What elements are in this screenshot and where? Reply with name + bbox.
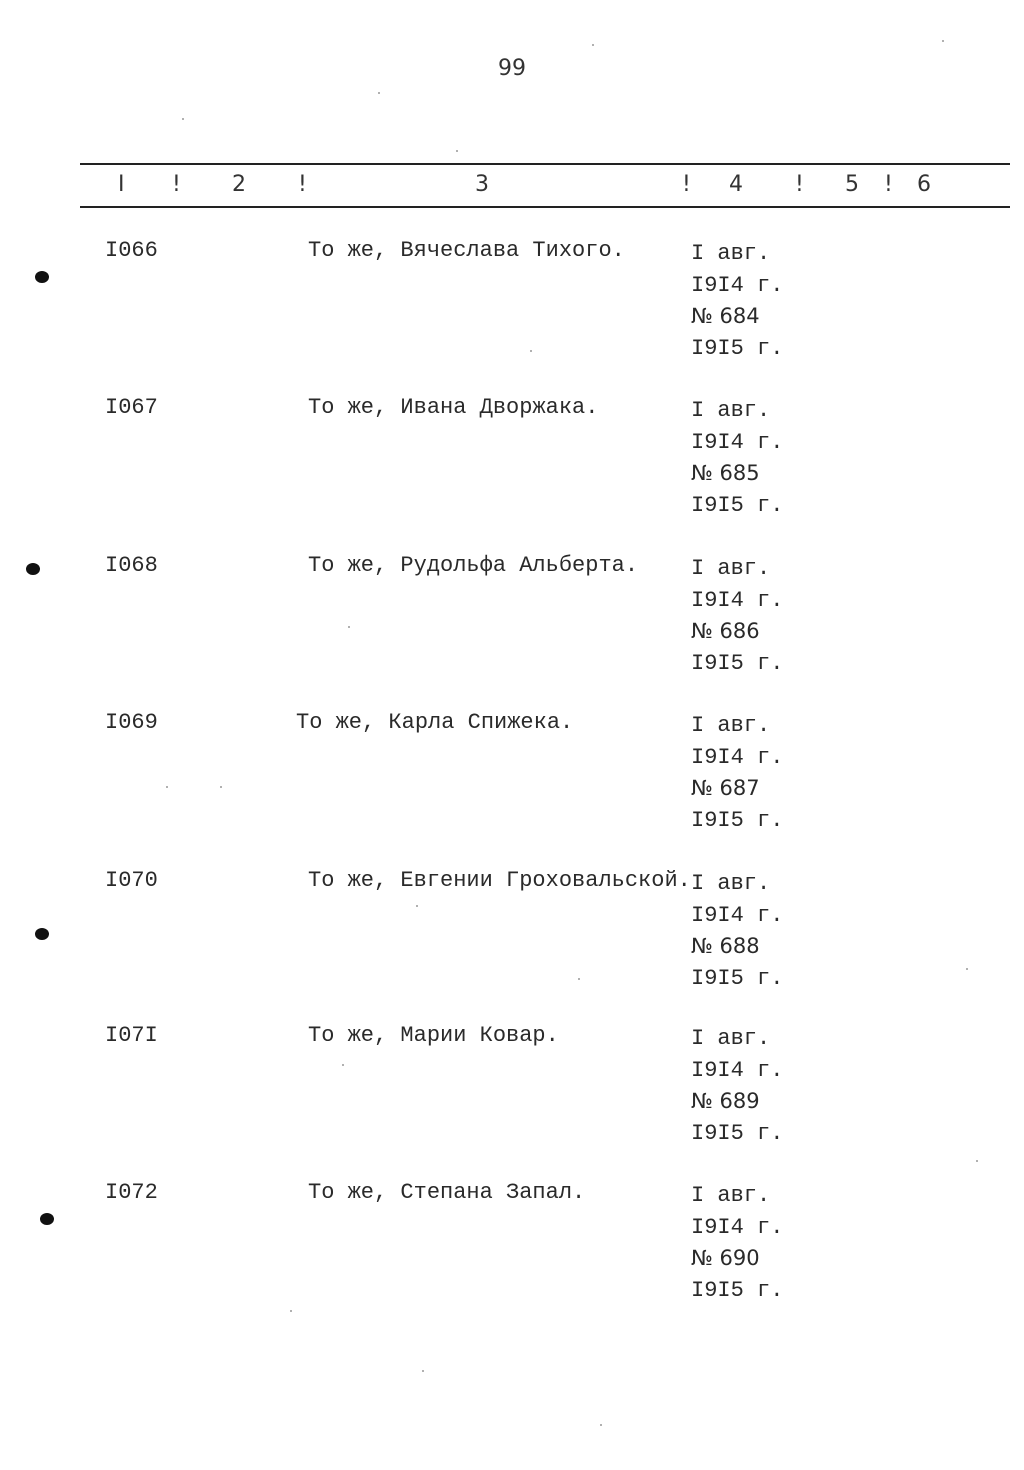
file-number: № 688 <box>691 934 760 958</box>
start-date: I авг. <box>691 241 771 266</box>
end-year: I9I5 г. <box>691 807 784 833</box>
start-year: I9I4 г. <box>691 429 784 455</box>
scan-speck <box>592 44 594 46</box>
end-year: I9I5 г. <box>691 650 784 676</box>
record-dates <box>691 1023 783 1149</box>
record-dates <box>691 710 783 836</box>
table-row <box>0 553 1024 693</box>
file-number: № 689 <box>691 1089 760 1113</box>
scan-speck <box>578 978 580 980</box>
record-description: То же, Вячеслава Тихого. <box>308 238 625 263</box>
end-year: I9I5 г. <box>691 1120 784 1146</box>
record-description: То же, Степана Запал. <box>308 1180 586 1205</box>
start-year: I9I4 г. <box>691 1214 784 1240</box>
scan-speck <box>416 905 418 907</box>
column-header-6: 6 <box>917 172 931 197</box>
scan-speck <box>422 1370 424 1372</box>
start-date: I авг. <box>691 713 771 738</box>
table-row <box>0 238 1024 378</box>
file-number: № 686 <box>691 619 760 643</box>
binder-hole <box>35 928 49 940</box>
start-date: I авг. <box>691 871 771 896</box>
scan-speck <box>942 40 944 42</box>
start-date: I авг. <box>691 398 771 423</box>
record-dates <box>691 395 783 521</box>
scan-speck <box>378 92 380 94</box>
record-dates <box>691 238 783 364</box>
end-year: I9I5 г. <box>691 335 784 361</box>
scan-speck <box>342 1064 344 1066</box>
header-top-rule <box>80 163 1010 165</box>
scan-speck <box>976 1160 978 1162</box>
record-dates <box>691 553 783 679</box>
column-separator: ! <box>795 172 804 197</box>
record-number: I070 <box>105 868 158 893</box>
column-separator: ! <box>172 172 181 197</box>
start-year: I9I4 г. <box>691 587 784 613</box>
start-year: I9I4 г. <box>691 272 784 298</box>
table-row <box>0 395 1024 535</box>
file-number: № 690 <box>691 1246 760 1270</box>
page-number: 99 <box>498 56 526 81</box>
record-description: То же, Рудольфа Альберта. <box>308 553 639 578</box>
scan-speck <box>966 968 968 970</box>
record-description: То же, Карла Спижека. <box>296 710 574 735</box>
record-dates <box>691 868 783 994</box>
scan-speck <box>182 118 184 120</box>
binder-hole <box>40 1213 54 1225</box>
binder-hole <box>26 563 40 575</box>
scan-speck <box>600 1424 602 1426</box>
record-description: То же, Евгении Гроховальской. <box>308 868 691 893</box>
record-number: I069 <box>105 710 158 735</box>
header-bottom-rule <box>80 206 1010 208</box>
start-date: I авг. <box>691 1183 771 1208</box>
column-header-5: 5 <box>845 172 859 197</box>
record-number: I072 <box>105 1180 158 1205</box>
binder-hole <box>35 271 49 283</box>
column-separator: ! <box>884 172 893 197</box>
start-year: I9I4 г. <box>691 744 784 770</box>
table-row <box>0 710 1024 850</box>
record-number: I066 <box>105 238 158 263</box>
file-number: № 684 <box>691 304 760 328</box>
column-separator: ! <box>682 172 691 197</box>
start-year: I9I4 г. <box>691 1057 784 1083</box>
table-row <box>0 868 1024 1008</box>
column-header-3: 3 <box>475 172 489 197</box>
file-number: № 687 <box>691 776 760 800</box>
start-year: I9I4 г. <box>691 902 784 928</box>
column-separator: ! <box>298 172 307 197</box>
column-header-4: 4 <box>729 172 743 197</box>
record-dates <box>691 1180 783 1306</box>
record-description: То же, Марии Ковар. <box>308 1023 559 1048</box>
scan-speck <box>348 626 350 628</box>
column-header-2: 2 <box>232 172 246 197</box>
start-date: I авг. <box>691 556 771 581</box>
record-number: I067 <box>105 395 158 420</box>
scan-speck <box>530 350 532 352</box>
start-date: I авг. <box>691 1026 771 1051</box>
end-year: I9I5 г. <box>691 1277 784 1303</box>
column-header-1: I <box>118 172 125 197</box>
scan-speck <box>290 1310 292 1312</box>
scan-speck <box>166 786 168 788</box>
record-number: I068 <box>105 553 158 578</box>
end-year: I9I5 г. <box>691 965 784 991</box>
table-row <box>0 1023 1024 1163</box>
end-year: I9I5 г. <box>691 492 784 518</box>
scan-speck <box>456 150 458 152</box>
record-description: То же, Ивана Дворжака. <box>308 395 599 420</box>
record-number: I07I <box>105 1023 158 1048</box>
scan-speck <box>220 786 222 788</box>
file-number: № 685 <box>691 461 760 485</box>
table-row <box>0 1180 1024 1320</box>
